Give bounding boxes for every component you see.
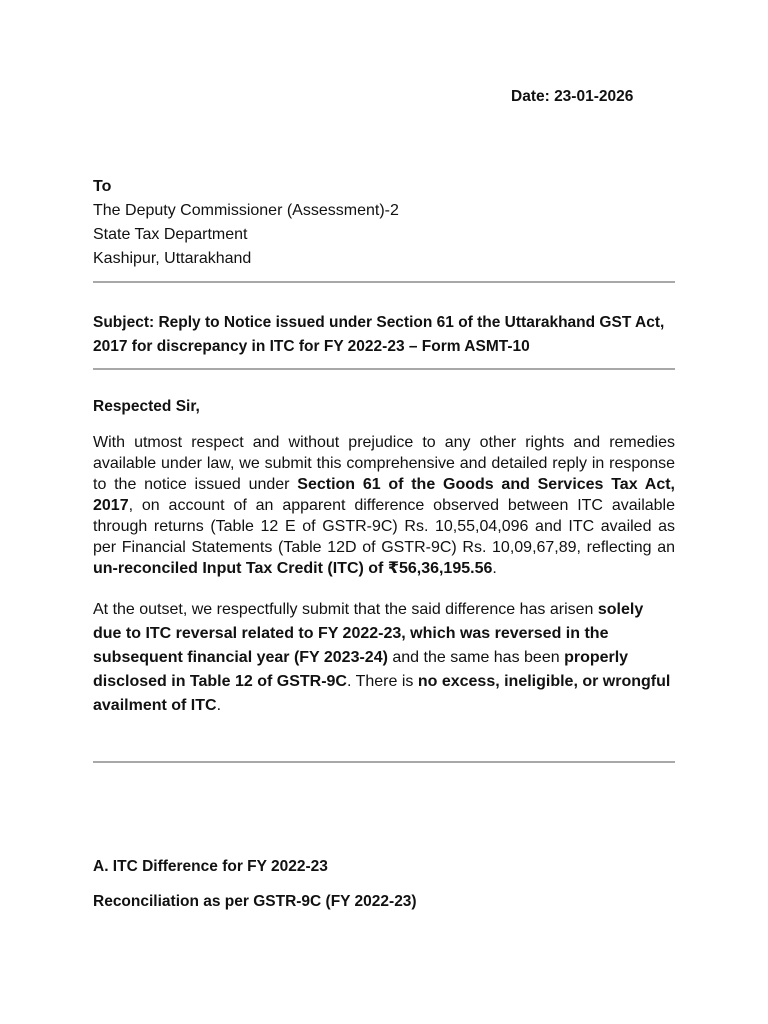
addressee-to: To	[93, 178, 112, 195]
letter-date: Date: 23-01-2026	[511, 88, 634, 105]
section-a-heading: A. ITC Difference for FY 2022-23	[93, 858, 328, 875]
divider-3	[93, 761, 675, 763]
divider-1	[93, 281, 675, 283]
subject-line: Subject: Reply to Notice issued under Section 61 of the Uttarakhand GST Act, 2017 for discrepancy in ITC for FY 2022-23 – Form ASMT-10	[93, 314, 665, 355]
paragraph-1-bold-1: Section 61 of the Goods and Services Tax Act, 2017	[93, 476, 675, 514]
paragraph-1-text-2: , on account of an apparent difference observed between ITC available through returns (Table 12 E of GSTR-9C) Rs. 10,55,04,096 and ITC availed as per Financial Statements (Table 12D of GSTR-9C) Rs. 10,09,67,89, reflecting an	[93, 497, 675, 556]
divider-2	[93, 368, 675, 370]
paragraph-1-bold-2: un-reconciled Input Tax Credit (ITC) of ₹56,36,195.56	[93, 560, 493, 577]
reconciliation-heading: Reconciliation as per GSTR-9C (FY 2022-23)	[93, 893, 417, 910]
paragraph-2-text-4: .	[216, 697, 222, 714]
salutation: Respected Sir,	[93, 398, 200, 415]
paragraph-2-bold-2: properly disclosed in Table 12 of GSTR-9C	[93, 649, 629, 690]
paragraph-2-text-3: . There is	[346, 673, 418, 690]
paragraph-2-text-1: At the outset, we respectfully submit that the said difference has arisen	[93, 601, 598, 618]
paragraph-2-text-2: and the same has been	[387, 649, 565, 666]
addressee-line-1: The Deputy Commissioner (Assessment)-2	[93, 202, 399, 219]
paragraph-1	[93, 432, 675, 579]
paragraph-2	[93, 598, 675, 718]
paragraph-1-text-1: With utmost respect and without prejudice to any other rights and remedies available under law, we submit this comprehensive and detailed reply in response to the notice issued under	[93, 434, 675, 493]
addressee-block	[93, 175, 399, 271]
paragraph-1-text-3: .	[492, 560, 497, 577]
paragraph-2-bold-1: solely due to ITC reversal related to FY 2022-23, which was reversed in the subsequent financial year (FY 2023-24)	[93, 601, 644, 666]
addressee-line-2: State Tax Department	[93, 226, 248, 243]
paragraph-2-bold-3: no excess, ineligible, or wrongful availment of ITC	[93, 673, 671, 714]
addressee-line-3: Kashipur, Uttarakhand	[93, 250, 252, 267]
